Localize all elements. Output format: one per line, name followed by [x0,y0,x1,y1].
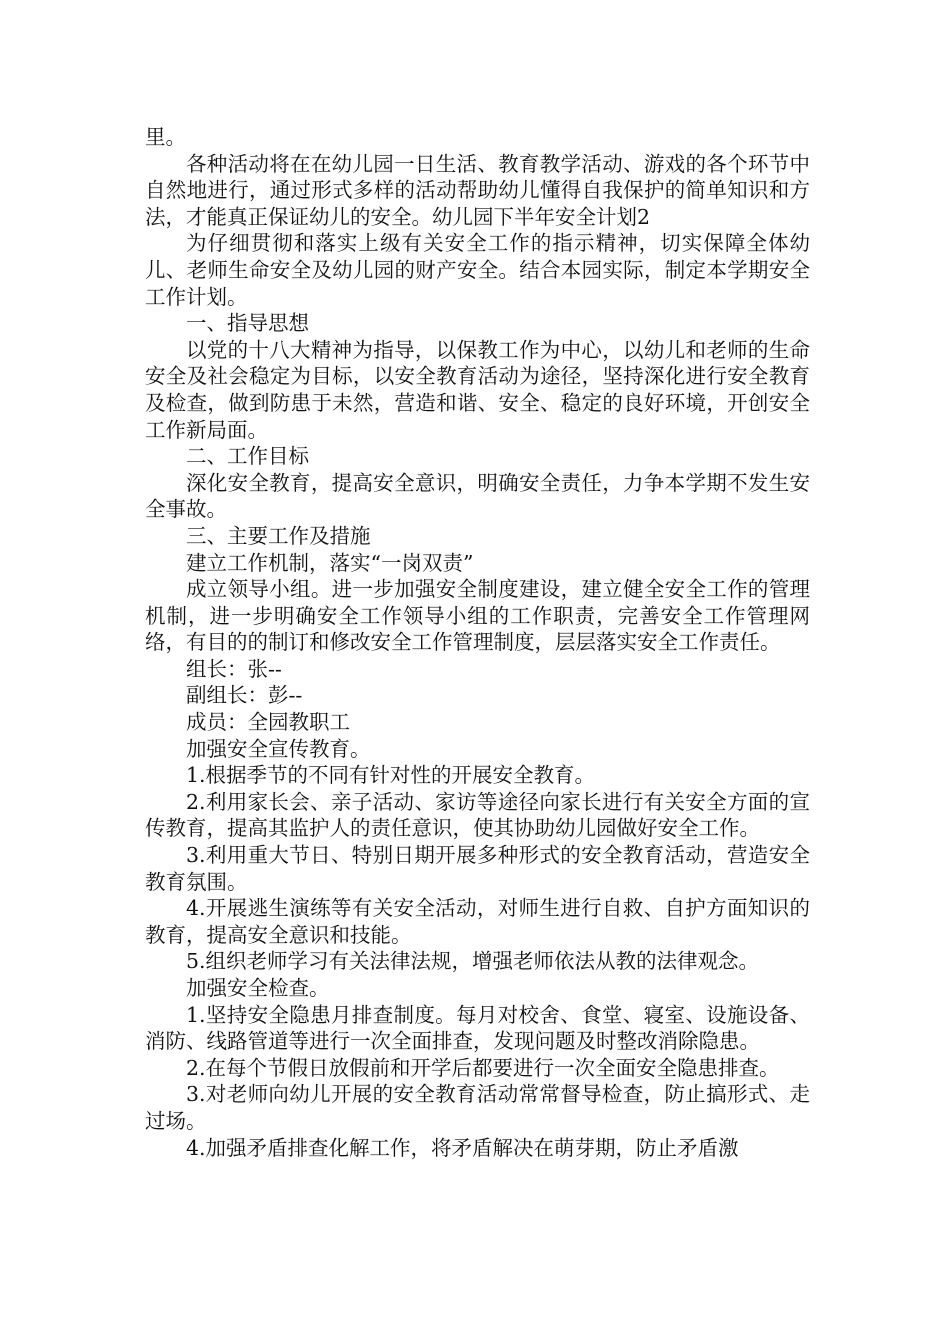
paragraph-9: 建立工作机制，落实“一岗双责” [186,550,474,575]
list-item: 2.在每个节假日放假前和开学后都要进行一次全面安全隐患排查。 [186,1055,780,1080]
heading-main-work: 三、主要工作及措施 [186,523,371,548]
list-item: 2.利用家长会、亲子活动、家访等途径向家长进行有关安全方面的宣传教育，提高其监护人的责任意识，使其协助幼儿园做好安全工作。 [145,789,810,841]
list-item: 3.对老师向幼儿开展的安全教育活动常常督导检查，防止搞形式、走过场。 [145,1082,810,1133]
list-item: 1.根据季节的不同有针对性的开展安全教育。 [186,763,596,788]
list-item: 3.利用重大节日、特别日期开展多种形式的安全教育活动，营造安全教育氛围。 [145,843,810,894]
paragraph-5: 以党的十八大精神为指导，以保教工作为中心，以幼儿和老师的生命安全及社会稳定为目标，以安全教育活动为途径，坚持深化进行安全教育及检查，做到防患于未然，营造和谐、安全、稳定的良好环境，开创安全工作新局面。 [145,337,810,442]
list-item: 4.开展逃生演练等有关安全活动，对师生进行自救、自护方面知识的教育，提高安全意识和技能。 [145,896,810,947]
paragraph-14: 加强安全宣传教育。 [186,736,371,761]
paragraph-10: 成立领导小组。进一步加强安全制度建设，建立健全安全工作的管理机制，进一步明确安全工作领导小组的工作职责，完善安全工作管理网络，有目的的制订和修改安全工作管理制度，层层落实安全工作责任。 [145,577,810,655]
document-page [145,124,810,1161]
paragraph-2: 各种活动将在在幼儿园一日生活、教育教学活动、游戏的各个环节中自然地进行，通过形式多样的活动帮助幼儿懂得自我保护的简单知识和方法，才能真正保证幼儿的安全。幼儿园下半年安全计划2 [145,151,810,229]
paragraph-13: 成员：全园教职工 [186,710,350,735]
list-item: 1.坚持安全隐患月排查制度。每月对校舍、食堂、寝室、设施设备、消防、线路管道等进行一次全面排查，发现问题及时整改消除隐患。 [145,1002,810,1054]
paragraph-7: 深化安全教育，提高安全意识，明确安全责任，力争本学期不发生安全事故。 [145,470,810,522]
paragraph-1: 里。 [145,125,186,149]
paragraph-11: 组长：张-- [186,656,282,681]
heading-work-goal: 二、工作目标 [186,444,309,469]
heading-guiding-thought: 一、指导思想 [186,311,309,336]
paragraph-20: 加强安全检查。 [186,976,330,1000]
list-item: 5.组织老师学习有关法律法规，增强老师依法从教的法律观念。 [186,949,760,974]
paragraph-12: 副组长：彭-- [186,683,303,708]
list-item: 4.加强矛盾排查化解工作，将矛盾解决在萌芽期，防止矛盾激 [186,1135,739,1160]
paragraph-3: 为仔细贯彻和落实上级有关安全工作的指示精神，切实保障全体幼儿、老师生命安全及幼儿园的财产安全。结合本园实际，制定本学期安全工作计划。 [145,231,810,309]
